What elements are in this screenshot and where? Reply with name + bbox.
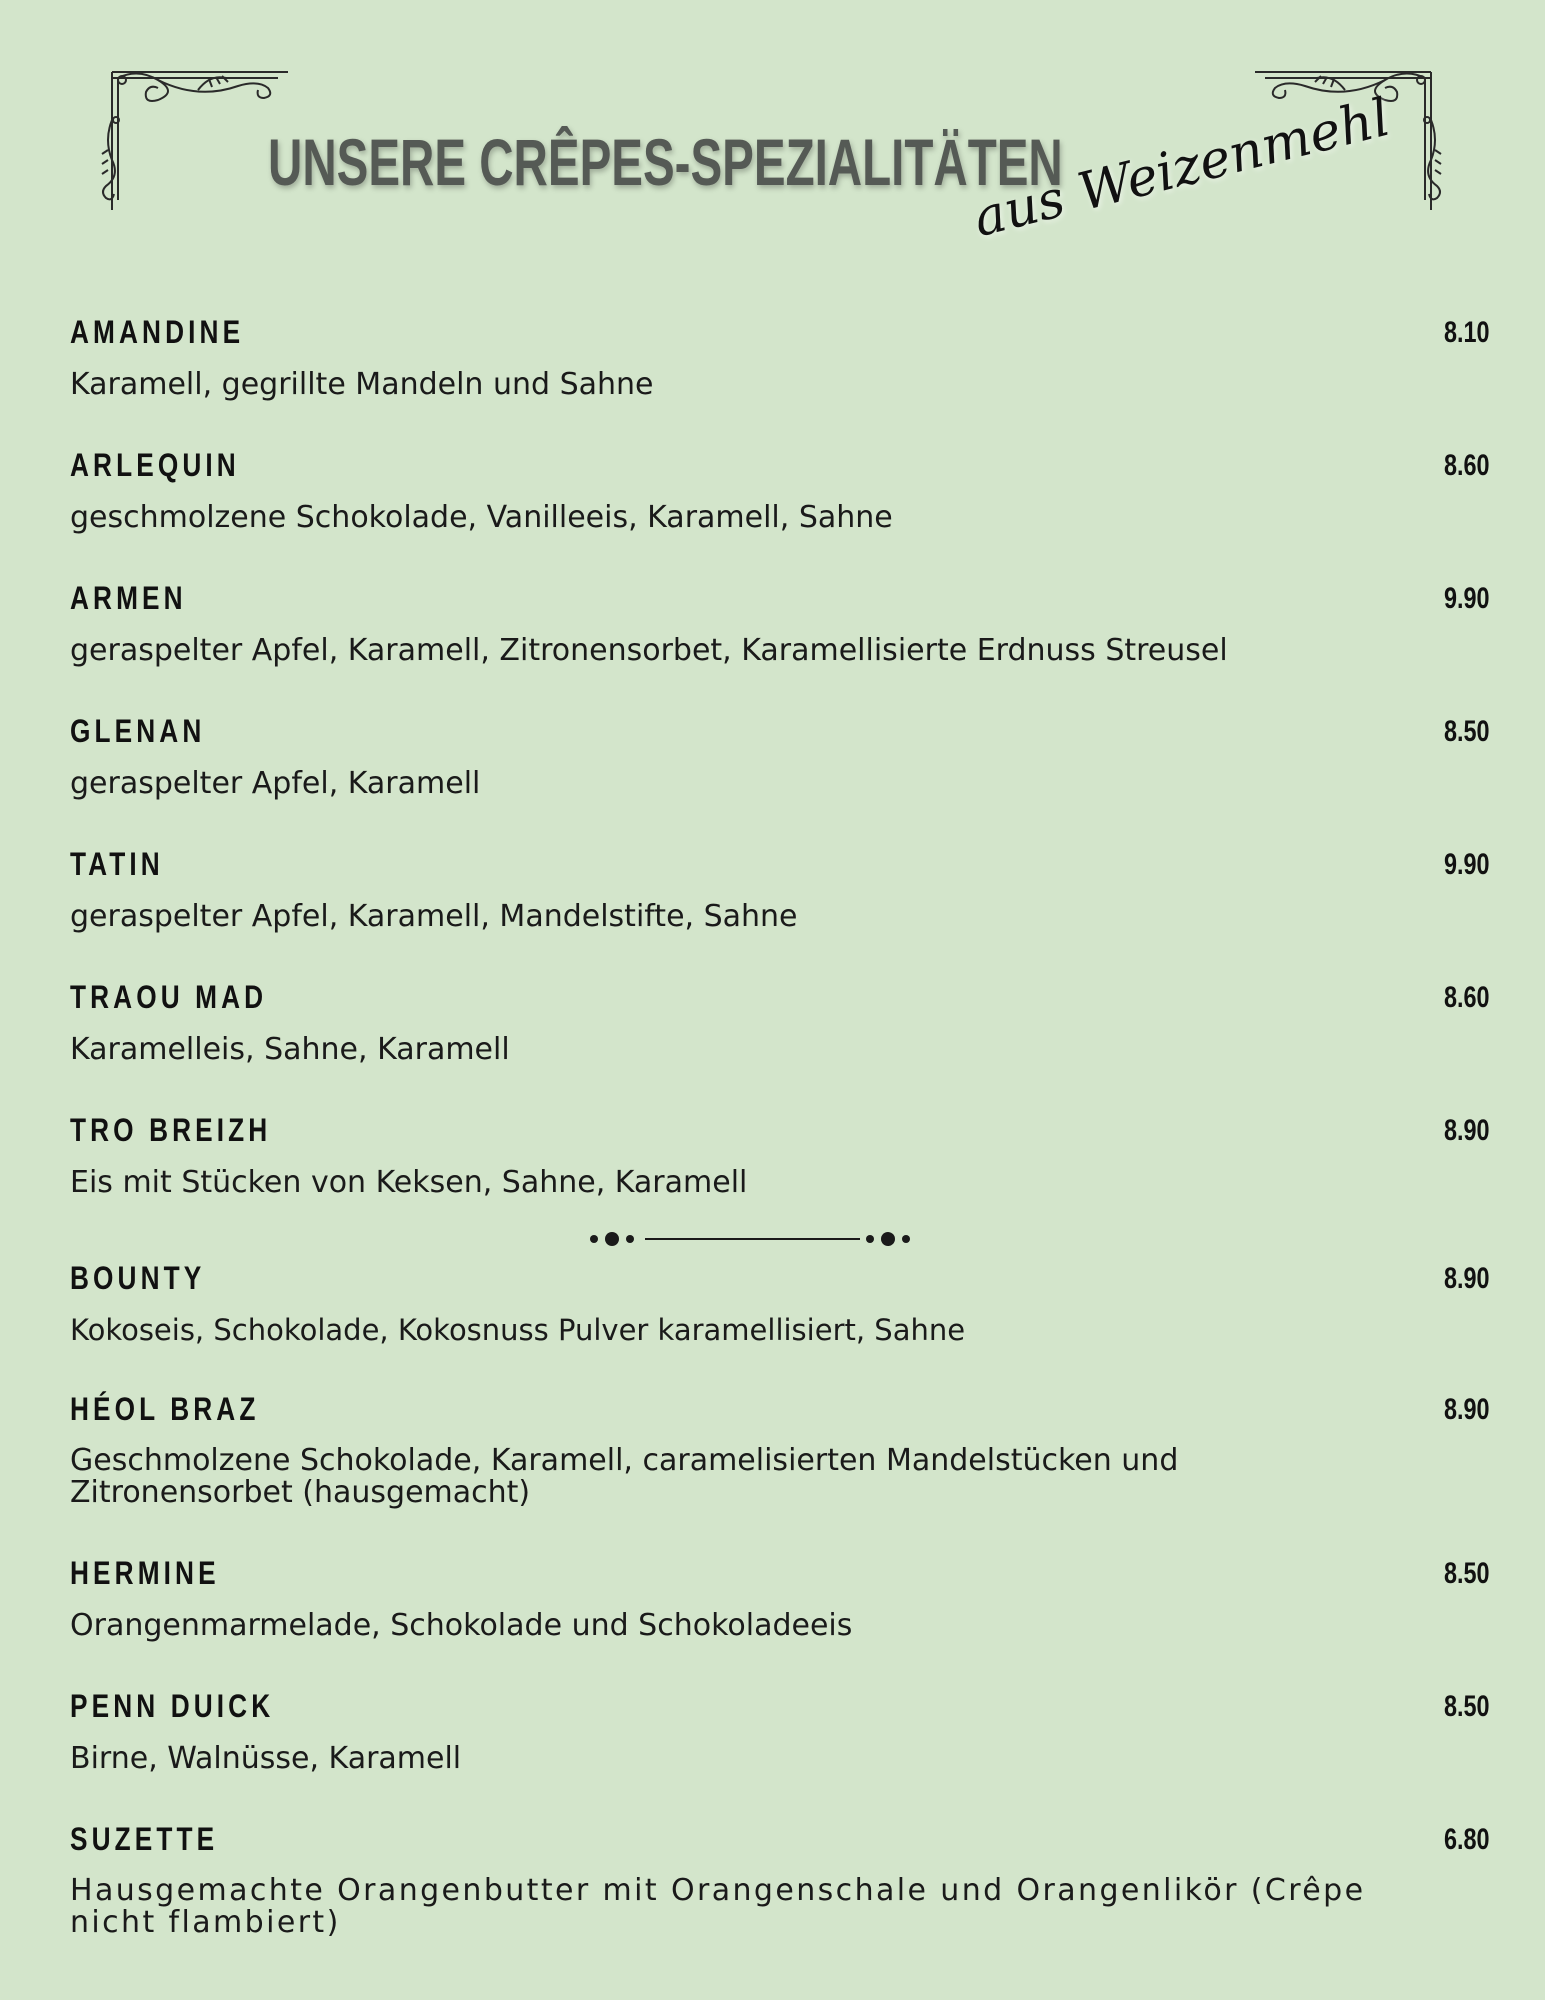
- item-price: 8.60: [1444, 449, 1490, 482]
- dotted-divider-icon: [590, 1224, 915, 1254]
- item-name: ARMEN: [70, 580, 187, 616]
- item-description: Karamelleis, Sahne, Karamell: [70, 1032, 510, 1067]
- item-name: GLENAN: [70, 713, 206, 749]
- item-price: 6.80: [1444, 1823, 1490, 1856]
- item-name: HÉOL BRAZ: [70, 1391, 260, 1427]
- item-price: 8.50: [1444, 715, 1490, 748]
- item-name: ARLEQUIN: [70, 447, 240, 483]
- item-description: Hausgemachte Orangenbutter mit Orangenschale und Orangenlikör (Crêpe nicht flambiert): [70, 1873, 1366, 1940]
- item-description: Birne, Walnüsse, Karamell: [70, 1741, 462, 1776]
- item-name: SUZETTE: [70, 1821, 219, 1857]
- item-name: HERMINE: [70, 1555, 220, 1591]
- item-description: geraspelter Apfel, Karamell, Mandelstifte, Sahne: [70, 899, 798, 934]
- item-name: TRAOU MAD: [70, 979, 268, 1015]
- item-description: Karamell, gegrillte Mandeln und Sahne: [70, 367, 654, 402]
- item-description: geraspelter Apfel, Karamell: [70, 766, 481, 801]
- item-description: Eis mit Stücken von Keksen, Sahne, Karamell: [70, 1165, 748, 1200]
- item-price: 8.90: [1444, 1114, 1490, 1147]
- item-name: BOUNTY: [70, 1260, 206, 1296]
- item-price: 8.90: [1444, 1262, 1490, 1295]
- item-name: TATIN: [70, 846, 164, 882]
- page-subtitle: aus Weizenmehl: [967, 87, 1396, 250]
- item-name: PENN DUICK: [70, 1688, 275, 1724]
- item-price: 8.60: [1444, 981, 1490, 1014]
- item-price: 8.50: [1444, 1557, 1490, 1590]
- item-price: 9.90: [1444, 848, 1490, 881]
- item-name: AMANDINE: [70, 314, 245, 350]
- item-price: 8.50: [1444, 1690, 1490, 1723]
- item-description: Kokoseis, Schokolade, Kokosnuss Pulver karamellisiert, Sahne: [70, 1313, 966, 1347]
- item-description: geraspelter Apfel, Karamell, Zitronensorbet, Karamellisierte Erdnuss Streusel: [70, 633, 1228, 668]
- page-title: UNSERE CRÊPES-SPEZIALITÄTEN: [268, 125, 1063, 199]
- item-description: Orangenmarmelade, Schokolade und Schokoladeeis: [70, 1608, 853, 1643]
- item-name: TRO BREIZH: [70, 1112, 272, 1148]
- item-description: Geschmolzene Schokolade, Karamell, caramelisierten Mandelstücken und Zitronensorbet (hausgemacht): [70, 1443, 1179, 1510]
- item-price: 8.10: [1444, 316, 1490, 349]
- item-price: 8.90: [1444, 1393, 1490, 1426]
- item-price: 9.90: [1444, 582, 1490, 615]
- item-description: geschmolzene Schokolade, Vanilleeis, Karamell, Sahne: [70, 500, 893, 535]
